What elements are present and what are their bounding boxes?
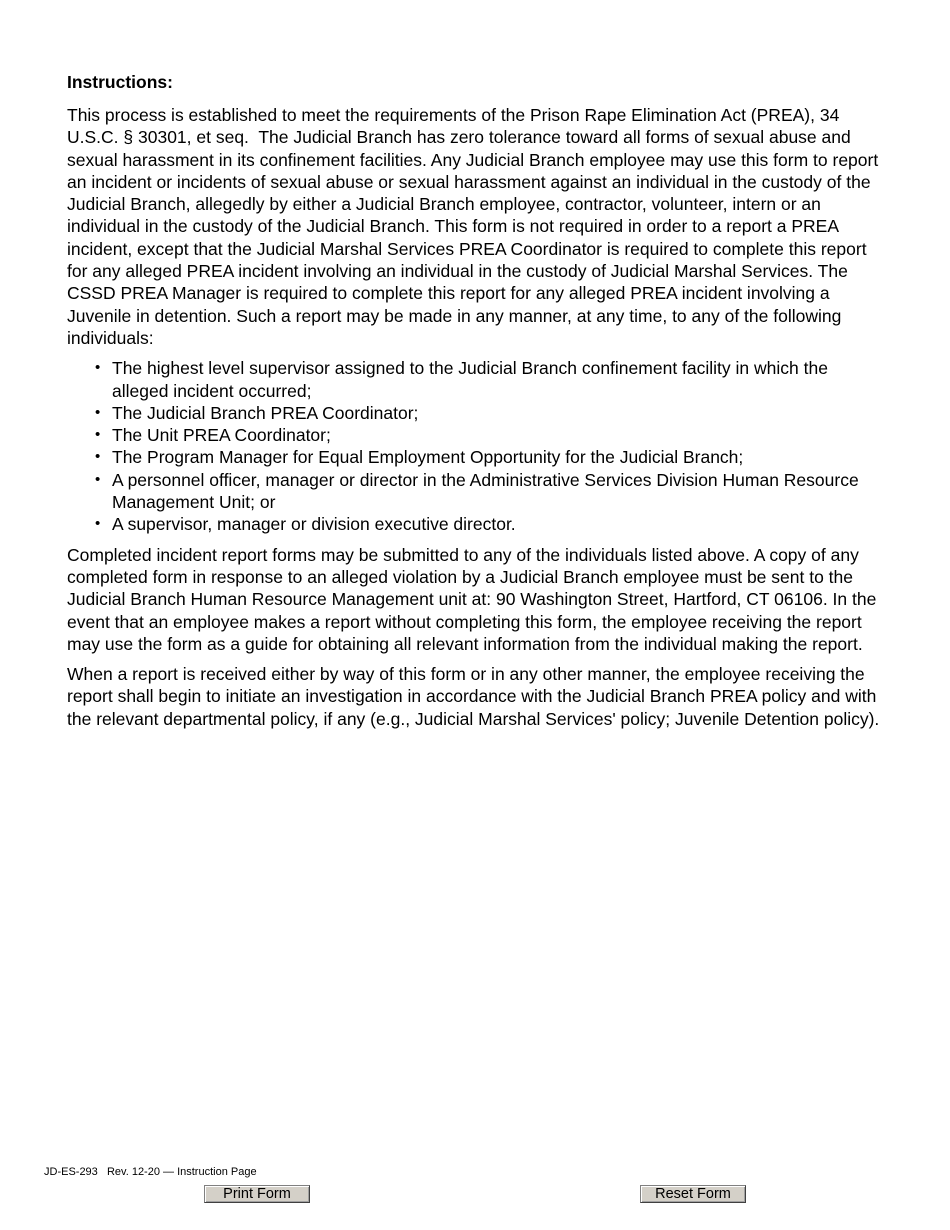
bullet-icon: • — [95, 359, 101, 377]
list-item — [95, 513, 883, 535]
bullet-icon: • — [95, 448, 101, 466]
list-item-text: The highest level supervisor assigned to the Judicial Branch confinement facility in which the alleged incident occurred; — [112, 358, 828, 401]
bullet-icon: • — [95, 403, 101, 421]
list-item — [95, 357, 883, 402]
reset-form-button[interactable]: Reset Form — [640, 1185, 746, 1203]
instructions-heading: Instructions: — [67, 72, 173, 92]
list-item-text: The Unit PREA Coordinator; — [112, 425, 331, 446]
bullet-icon: • — [95, 515, 101, 533]
investigation-paragraph: When a report is received either by way of this form or in any other manner, the employee receiving the report shall begin to initiate an investigation in accordance with the Judicial Branch PREA policy and with the relevant departmental policy, if any (e.g., Judicial Marshal Services' policy; Juvenile Detention policy). — [67, 664, 882, 729]
list-item — [95, 424, 883, 446]
intro-paragraph: This process is established to meet the requirements of the Prison Rape Elimination Act (PREA), 34 U.S.C. § 30301, et seq. The Judicial Branch has zero tolerance toward all forms of sexual abuse and sexual harassment in its confinement facilities. Any Judicial Branch employee may use this form to report an incident or incidents of sexual abuse or sexual harassment against an individual in the custody of the Judicial Branch, allegedly by either a Judicial Branch employee, contractor, volunteer, intern or an individual in the custody of the Judicial Branch. This form is not required in order to a report a PREA incident, except that the Judicial Marshal Services PREA Coordinator is required to complete this report for any alleged PREA incident involving an individual in the custody of Judicial Marshal Services. The CSSD PREA Manager is required to complete this report for any alleged PREA incident involving a Juvenile in detention. Such a report may be made in any manner, at any time, to any of the following individuals: — [67, 105, 884, 348]
list-item — [95, 469, 883, 514]
list-item-text: The Judicial Branch PREA Coordinator; — [112, 402, 419, 423]
submission-paragraph: Completed incident report forms may be submitted to any of the individuals listed above. A copy of any completed form in response to an alleged violation by a Judicial Branch employee must be sent to the Judicial Branch Human Resource Management unit at: 90 Washington Street, Hartford, CT 06106. In the event that an employee makes a report without completing this form, the employee receiving the report may use the form as a guide for obtaining all relevant information from the individual making the report. — [67, 544, 882, 654]
list-item-text: A personnel officer, manager or director in the Administrative Services Division Human Resource Management Unit; or — [112, 469, 859, 513]
bullet-icon: • — [95, 426, 101, 444]
list-item-text: A supervisor, manager or division executive director. — [112, 514, 516, 535]
instruction-page — [67, 71, 883, 738]
form-code-footer: JD-ES-293 Rev. 12-20 — Instruction Page — [44, 1166, 257, 1178]
print-form-button[interactable]: Print Form — [204, 1185, 310, 1203]
bullet-icon: • — [95, 470, 101, 488]
list-item — [95, 446, 883, 468]
list-item — [95, 402, 883, 424]
list-item-text: The Program Manager for Equal Employment Opportunity for the Judicial Branch; — [112, 447, 744, 468]
recipient-list — [67, 357, 883, 535]
